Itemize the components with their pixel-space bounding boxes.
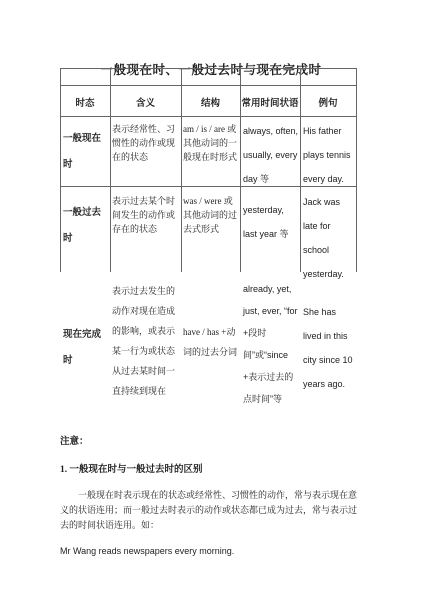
row-tense-present-simple: 一般现在时 (63, 134, 102, 170)
header-structure: 结构 (200, 99, 220, 109)
row-adverbials-past-simple: yesterday, last year 等 (243, 205, 289, 239)
header-example: 例句 (318, 99, 338, 109)
row-tense-past-simple: 一般过去时 (63, 208, 102, 244)
table-col-line (356, 68, 357, 272)
table-header-bottom (60, 116, 356, 117)
row-structure-present-perfect: have / has +动词的过去分词 (183, 327, 238, 357)
header-meaning: 含义 (135, 99, 155, 109)
row-meaning-past-simple: 表示过去某个时间发生的动作或存在的状态 (112, 196, 176, 234)
example-sentence: Mr Wang reads newspapers every morning. (60, 546, 235, 556)
row-adverbials-present-perfect: already, yet, just, ever, “for +段时间”或“since +表示过去的点时间”等 (243, 284, 298, 404)
header-tense: 时态 (75, 99, 95, 109)
row-structure-past-simple: was / were 或其他动词的过去式形式 (183, 196, 238, 234)
row-tense-present-perfect: 现在完成时 (63, 330, 102, 366)
row-adverbials-present-simple: always, often, usually, every day 等 (243, 126, 299, 184)
document-title: 一般现在时、一般过去时与现在完成时 (100, 63, 322, 77)
row-example-present-simple: His father plays tennis every day. (303, 126, 351, 184)
row-example-past-simple: Jack was late for school yesterday. (303, 197, 344, 279)
header-time-adverbials: 常用时间状语 (241, 99, 299, 109)
table-top-border (60, 68, 356, 69)
row-structure-present-simple: am / is / are 或其他动词的一般现在时形式 (183, 124, 238, 162)
table-header-line (60, 85, 356, 86)
section-heading: 1. 一般现在时与一般过去时的区别 (60, 465, 203, 475)
note-label: 注意： (60, 437, 89, 447)
row-meaning-present-perfect: 表示过去发生的动作对现在造成的影响，或表示某一行为或状态从过去某时间一直持续到现在 (112, 286, 176, 396)
body-paragraph: 一般现在时表示现在的状态或经常性、习惯性的动作，常与表示现在意义的状语连用；而一般过去时表示的动作或状态都已成为过去，常与表示过去的时间状语连用。如： (60, 490, 358, 530)
row-example-present-perfect: She has lived in this city since 10 years ago. (303, 307, 353, 389)
row-meaning-present-simple: 表示经常性、习惯性的动作或现在的状态 (112, 124, 176, 162)
